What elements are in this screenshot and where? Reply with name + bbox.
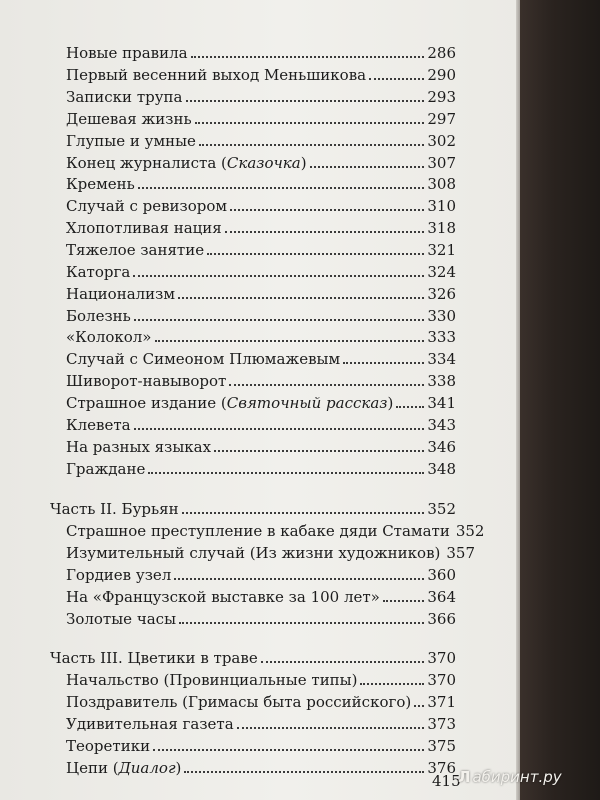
toc-entry — [66, 215, 456, 237]
dot-leader — [383, 600, 425, 602]
toc-entry-title: Национализм — [66, 285, 176, 303]
toc-entry — [66, 237, 456, 259]
toc-entry — [66, 733, 456, 755]
toc-entry-title: Кремень — [66, 175, 135, 193]
dot-leader — [237, 727, 425, 729]
toc-entry-page: 326 — [427, 285, 456, 303]
dot-leader — [148, 472, 424, 474]
toc-entry — [66, 259, 456, 281]
dot-leader — [178, 297, 424, 299]
dot-leader — [174, 578, 424, 580]
toc-entry-title: Случай с Симеоном Плюмажевым — [66, 350, 341, 368]
toc-entry-title: «Колокол» — [66, 328, 152, 346]
toc-entry-title: Новые правила — [66, 44, 188, 62]
toc-entry — [66, 128, 456, 150]
toc-entry-title: Клевета — [66, 416, 131, 434]
toc-entry-title: Болезнь — [66, 307, 131, 325]
toc-entry-title: Страшное издание (Святочный рассказ) — [66, 394, 394, 412]
dot-leader — [414, 705, 424, 707]
toc-entry — [66, 412, 456, 434]
toc-entry-title: Страшное преступление в кабаке дяди Стамати — [66, 522, 450, 540]
toc-entry-title: Шиворот-навыворот — [66, 372, 227, 390]
toc-entry-title: Теоретики — [66, 737, 151, 755]
toc-entry-page: 338 — [427, 372, 456, 390]
toc-entry-title: Часть II. Бурьян — [50, 500, 179, 518]
toc-entry — [66, 84, 456, 106]
dot-leader — [230, 209, 424, 211]
toc-entry — [66, 281, 456, 303]
dot-leader — [153, 749, 424, 751]
toc-entry-title: Тяжелое занятие — [66, 241, 205, 259]
toc-entry — [66, 667, 456, 689]
toc-entry-page: 302 — [427, 132, 456, 150]
toc-entry — [66, 390, 456, 412]
toc-entry-page: 370 — [427, 671, 456, 689]
dot-leader — [214, 450, 424, 452]
toc-entry-title: Глупые и умные — [66, 132, 196, 150]
dot-leader — [134, 428, 425, 430]
dot-leader — [396, 406, 424, 408]
toc-entry-page: 357 — [446, 544, 476, 562]
page-number: 415 — [432, 772, 461, 790]
dot-leader — [182, 512, 425, 514]
labirint-watermark — [458, 768, 562, 786]
toc-entry — [66, 40, 456, 62]
toc-entry-title: Первый весенний выход Меньшикова — [66, 66, 367, 84]
toc-entry-title: Поздравитель (Гримасы быта российского) — [66, 693, 412, 711]
dot-leader — [191, 56, 425, 58]
dot-leader — [186, 100, 425, 102]
dot-leader — [155, 340, 425, 342]
toc-entry-title: Каторга — [66, 263, 131, 281]
dot-leader — [179, 622, 424, 624]
toc-entry-title: Дешевая жизнь — [66, 110, 192, 128]
toc-entry-title: Хлопотливая нация — [66, 219, 222, 237]
toc-entry — [66, 584, 456, 606]
dot-leader — [133, 275, 424, 277]
toc-entry — [66, 562, 456, 584]
toc-part-heading — [50, 496, 456, 518]
toc-entry — [66, 755, 456, 777]
toc-entry — [66, 171, 456, 193]
toc-entry-title: На разных языках — [66, 438, 212, 456]
toc-entry-page: 352 — [427, 500, 456, 518]
toc-entry-page: 352 — [455, 522, 485, 540]
dot-leader — [229, 384, 424, 386]
toc-entry — [66, 303, 456, 325]
dot-leader — [343, 362, 424, 364]
toc-entry-title: Граждане — [66, 460, 146, 478]
toc-entry-page: 348 — [427, 460, 456, 478]
toc-entry-title: Конец журналиста (Сказочка) — [66, 154, 307, 172]
toc-entry-page: 341 — [427, 394, 456, 412]
toc-entry-title: На «Французской выставке за 100 лет» — [66, 588, 380, 606]
toc-entry-page: 373 — [427, 715, 456, 733]
dot-leader — [134, 319, 425, 321]
dot-leader — [261, 661, 425, 663]
dot-leader — [138, 187, 425, 189]
toc-entry-page: 286 — [427, 44, 456, 62]
toc-entry-page: 318 — [427, 219, 456, 237]
toc-entry-page: 330 — [427, 307, 456, 325]
toc-entry — [66, 324, 456, 346]
dot-leader — [310, 166, 425, 168]
dot-leader — [184, 771, 424, 773]
book-cover-edge — [520, 0, 600, 800]
toc-entry — [66, 456, 456, 478]
toc-entry — [66, 689, 456, 711]
toc-entry-page: 307 — [427, 154, 456, 172]
toc-entry-title: Часть III. Цветики в траве — [50, 649, 258, 667]
toc-entry-page: 366 — [427, 610, 456, 628]
toc-entry-page: 370 — [427, 649, 456, 667]
toc-entry — [66, 711, 456, 733]
dot-leader — [199, 144, 424, 146]
toc-entry — [66, 606, 456, 628]
toc-entry-page: 308 — [427, 175, 456, 193]
toc-entry — [66, 434, 456, 456]
toc-entry — [66, 518, 485, 540]
dot-leader — [225, 231, 425, 233]
toc-entry-page: 297 — [427, 110, 456, 128]
toc-entry — [66, 540, 476, 562]
toc-entry-page: 376 — [427, 759, 456, 777]
toc-entry-page: 360 — [427, 566, 456, 584]
toc-entry-page: 321 — [427, 241, 456, 259]
toc-entry-title: Гордиев узел — [66, 566, 172, 584]
toc-entry-title: Удивительная газета — [66, 715, 234, 733]
toc-entry-title: Цепи (Диалог) — [66, 759, 182, 777]
toc-entry — [66, 150, 456, 172]
toc-part-heading — [50, 645, 456, 667]
dot-leader — [360, 683, 424, 685]
watermark-logo: Л — [458, 768, 471, 786]
toc-entry — [66, 346, 456, 368]
toc-entry-page: 333 — [427, 328, 456, 346]
toc-entry-title: Записки трупа — [66, 88, 183, 106]
watermark-text: абиринт.ру — [472, 768, 562, 786]
toc-entry-page: 324 — [427, 263, 456, 281]
toc-entry-page: 310 — [427, 197, 456, 215]
toc-entry-page: 334 — [427, 350, 456, 368]
toc-entry-title: Начальство (Провинциальные типы) — [66, 671, 358, 689]
toc-entry-title: Золотые часы — [66, 610, 177, 628]
dot-leader — [195, 122, 425, 124]
toc-entry-page: 293 — [427, 88, 456, 106]
toc-entry — [66, 62, 456, 84]
toc-entry-title: Изумительный случай (Из жизни художников) — [66, 544, 441, 562]
toc-entry-page: 364 — [427, 588, 456, 606]
toc-entry-page: 375 — [427, 737, 456, 755]
dot-leader — [369, 78, 424, 80]
toc-entry — [66, 193, 456, 215]
toc-entry-title: Случай с ревизором — [66, 197, 228, 215]
toc-entry-page: 290 — [427, 66, 456, 84]
toc-entry-page: 371 — [427, 693, 456, 711]
dot-leader — [207, 253, 424, 255]
toc-entry-page: 346 — [427, 438, 456, 456]
toc-entry — [66, 106, 456, 128]
toc-entry — [66, 368, 456, 390]
toc-entry-page: 343 — [427, 416, 456, 434]
